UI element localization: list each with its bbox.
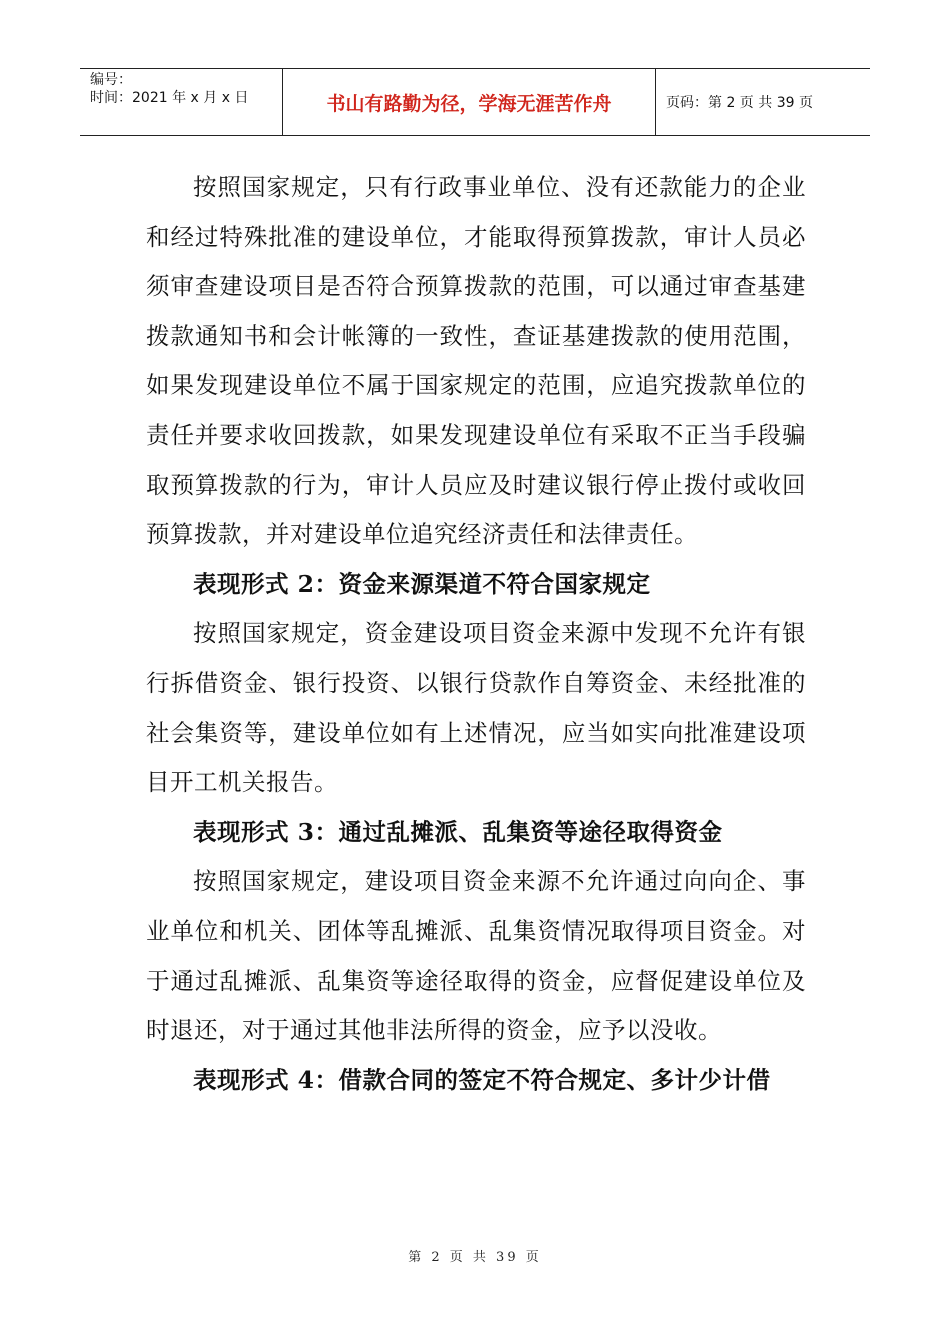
document-body xyxy=(146,163,806,1105)
section-heading-4: 表现形式 4：借款合同的签定不符合规定、多计少计借 xyxy=(193,1065,771,1094)
page-footer: 第 2 页 共 39 页 xyxy=(408,1250,542,1265)
paragraph-1: 按照国家规定，只有行政事业单位、没有还款能力的企业和经过特殊批准的建设单位，才能取得预算拨款，审计人员必须审查建设项目是否符合预算拨款的范围，可以通过审查基建拨款通知书和会计帐簿的一致性，查证基建拨款的使用范围，如果发现建设单位不属于国家规定的范围，应追究拨款单位的责任并要求收回拨款，如果发现建设单位有采取不正当手段骗取预算拨款的行为，审计人员应及时建议银行停止拨付或收回预算拨款，并对建设单位追究经济责任和法律责任。 xyxy=(146,173,806,549)
header-page-info: 页码：第 2 页 共 39 页 xyxy=(666,95,813,111)
section-heading-3: 表现形式 3：通过乱摊派、乱集资等途径取得资金 xyxy=(193,817,723,846)
page-header xyxy=(80,68,870,136)
header-meta xyxy=(80,69,283,135)
section-heading-2: 表现形式 2：资金来源渠道不符合国家规定 xyxy=(193,569,651,598)
document-date: 时间：2021 年 x 月 x 日 xyxy=(90,90,249,106)
paragraph-3: 按照国家规定，建设项目资金来源不允许通过向向企、事业单位和机关、团体等乱摊派、乱集资情况取得项目资金。对于通过乱摊派、乱集资等途径取得的资金，应督促建设单位及时退还，对于通过其他非法所得的资金，应予以没收。 xyxy=(146,867,806,1045)
header-motto: 书山有路勤为径，学海无涯苦作舟 xyxy=(283,69,656,135)
paragraph-2: 按照国家规定，资金建设项目资金来源中发现不允许有银行拆借资金、银行投资、以银行贷款作自筹资金、未经批准的社会集资等，建设单位如有上述情况，应当如实向批准建设项目开工机关报告。 xyxy=(146,619,806,797)
document-number-label: 编号： xyxy=(90,72,132,88)
